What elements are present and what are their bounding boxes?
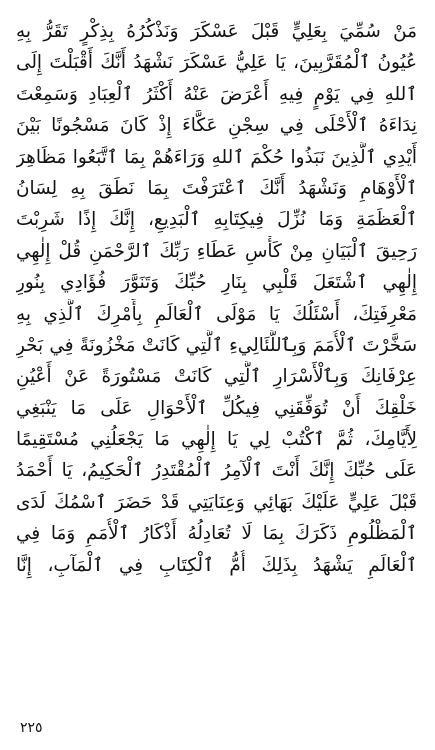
text-line-11: سَخَّرْتَ ٱلْأُمَمَ وَبِٱللَّئَالِيءِ ٱلَّتِي كَانَتْ مَخْزُونَةً فِي بَحْرِ: [16, 334, 417, 356]
text-line-7: ٱلْعَظَمَةِ وَمَا نُزِّلَ فِيكِتَابِهِ ٱلْبَدِيعِ، إِنَّكَ إِذًا شَرِبْتَ: [16, 209, 417, 231]
text-line-8: رَحِيقَ ٱلْبَيَانِ مِنْ كَأْسِ عَطَاءِ رَبِّكَ ٱلرَّحْمَنِ قُلْ إِلٰهِي: [16, 240, 417, 262]
text-line-1: مَنْ سُمِّيَ بِعَلِيٍّ قَبْلَ عَسْكَرَ وَنَذْكُرُهُ بِذِكْرٍ تَقَرُّ بِهِ: [16, 21, 417, 42]
arabic-text-block: [16, 16, 417, 581]
text-line-18: ٱلْعَالَمِ يَشْهَدُ بِذَلِكَ أُمُّ ٱلْكِتَابِ فِي ٱلْمَآبِ، إِنَّا: [16, 554, 417, 576]
text-line-17: ٱلْمَظْلُومِ ذَكَرَكَ بِمَا لَا تُعَادِلُهُ أَذْكَارُ ٱلْأُمَمِ وَمَا فِي: [16, 523, 417, 545]
text-line-16: قَبْلَ عَلِيٍّ عَلَيْكَ بَهَائِي وَعِنَايَتِي قَدْ حَضَرَ ٱسْمُكَ لَدَى: [16, 491, 417, 513]
text-line-9: إِلٰهِي ٱشْتَعَلَ قَلْبِي بِنَارِ حُبِّكَ وَتَنَوَّرَ فُؤَادِي بِنُورِ: [16, 272, 417, 294]
text-line-15: عَلَى حُبِّكَ إِنَّكَ أَنْتَ ٱلْآمِرُ ٱلْمُقْتَدِرُ ٱلْحَكِيمُ، يَا أَحْمَدُ: [16, 460, 417, 482]
page-number: ٢٢٥: [20, 720, 43, 736]
text-line-4: نِدَاءَهُ ٱلْأَحْلَى فِي سِجْنِ عَكَّاءَ إِذْ كَانَ مَسْجُونًا بَيْنَ: [16, 115, 417, 137]
text-line-10: مَعْرِفَتِكَ، أَسْئَلُكَ يَا مَوْلَى ٱلْعَالَمِ بِأَمْرِكَ ٱلَّذِي بِهِ: [16, 303, 417, 325]
text-line-12: عِرْفَانِكَ وَبِٱلْأَسْرَارِ ٱلَّتِي كَانَتْ مَسْتُورَةً عَنْ أَعْيُنِ: [16, 366, 417, 388]
text-line-3: ٱللهِ فِي يَوْمٍ فِيهِ أَعْرَضَ عَنْهُ أَكْثَرُ ٱلْعِبَادِ وَسَمِعْتَ: [16, 83, 417, 105]
text-line-14: لِأَيَّامِكَ، ثُمَّ ٱكْتُبْ لِي يَا إِلٰهِي مَا يَجْعَلُنِي مُسْتَقِيمًا: [16, 429, 417, 451]
text-line-5: أَيْدِي ٱلَّذِينَ نَبَذُوا حُكْمَ ٱللهِ وَرَاءَهُمْ بِمَا ٱتَّبَعُوا مَظَاهِرَ: [16, 146, 417, 168]
text-line-2: عُيُونُ ٱلْمُقَرَّبِينَ، يَا عَلِيُّ عَسْكَرَ نَشْهَدُ أَنَّكَ أَقْبَلْتَ إِلَى: [16, 52, 417, 74]
text-line-6: ٱلْأَوْهَامِ وَنَشْهَدُ أَنَّكَ ٱعْتَرَفْتَ بِمَا نَطَقَ بِهِ لِسَانُ: [16, 177, 417, 199]
text-line-13: خَلْقِكَ أَنْ تُوَفِّقَنِي فِيكُلِّ ٱلْأَحْوَالِ عَلَى مَا يَنْبَغِي: [16, 397, 417, 419]
